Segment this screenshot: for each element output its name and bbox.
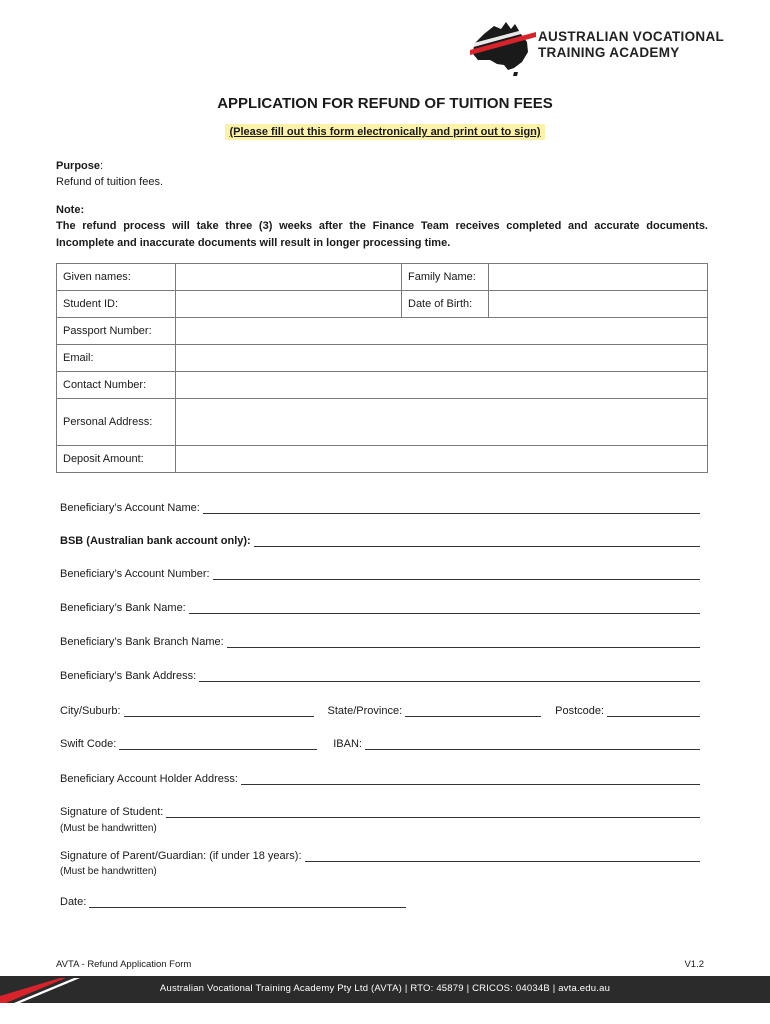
email-input[interactable] (176, 345, 708, 372)
holder-address-label: Beneficiary Account Holder Address: (60, 773, 238, 785)
personal-address-label: Personal Address: (57, 399, 176, 446)
purpose-label: Purpose (56, 160, 101, 172)
date-of-birth-input[interactable] (489, 291, 708, 318)
student-details-table (56, 263, 708, 473)
avta-logo (470, 20, 740, 76)
family-name-input[interactable] (489, 264, 708, 291)
parent-signature-field[interactable] (60, 850, 700, 862)
logo-line-1: AUSTRALIAN VOCATIONAL (538, 29, 725, 44)
city-input[interactable] (124, 706, 314, 717)
subtitle-instruction: (Please fill out this form electronically and print out to sign) (225, 124, 544, 140)
parent-signature-label: Signature of Parent/Guardian: (if under 18 years): (60, 850, 302, 862)
iban-label: IBAN: (333, 738, 362, 750)
student-signature-note: (Must be handwritten) (60, 823, 157, 834)
swift-iban-row (60, 738, 700, 750)
city-state-postcode-row (60, 705, 700, 717)
bsb-field[interactable] (60, 535, 700, 547)
passport-number-label: Passport Number: (57, 318, 176, 345)
branch-name-label: Beneficiary’s Bank Branch Name: (60, 636, 224, 648)
date-of-birth-label: Date of Birth: (402, 291, 489, 318)
deposit-amount-input[interactable] (176, 446, 708, 473)
purpose-text: Refund of tuition fees. (56, 176, 164, 188)
page-title: APPLICATION FOR REFUND OF TUITION FEES (217, 95, 553, 112)
family-name-label: Family Name: (402, 264, 489, 291)
note-section (56, 202, 708, 252)
student-id-input[interactable] (176, 291, 402, 318)
bank-address-label: Beneficiary’s Bank Address: (60, 670, 197, 682)
swift-input[interactable] (119, 739, 317, 750)
contact-number-input[interactable] (176, 372, 708, 399)
student-signature-field[interactable] (60, 806, 700, 818)
city-label: City/Suburb: (60, 705, 121, 717)
footer-version: V1.2 (684, 959, 704, 970)
swift-label: Swift Code: (60, 738, 117, 750)
deposit-amount-label: Deposit Amount: (57, 446, 176, 473)
postcode-input[interactable] (607, 706, 700, 717)
footer-bar-text: Australian Vocational Training Academy Pty Ltd (AVTA) | RTO: 45879 | CRICOS: 04034B | avta.edu.au (159, 983, 611, 994)
note-text: The refund process will take three (3) weeks after the Finance Team receives completed and accurate documents. Incomplete and inaccurate documents will result in longer processing time. (56, 220, 708, 249)
parent-signature-note: (Must be handwritten) (60, 866, 157, 877)
account-number-label: Beneficiary’s Account Number: (60, 568, 210, 580)
student-signature-label: Signature of Student: (60, 806, 164, 818)
account-number-field[interactable] (60, 568, 700, 580)
given-names-input[interactable] (176, 264, 402, 291)
footer-bar (0, 976, 770, 1003)
student-id-label: Student ID: (57, 291, 176, 318)
date-field[interactable] (60, 896, 406, 908)
bank-address-field[interactable] (60, 670, 700, 682)
australia-map-icon (470, 20, 536, 76)
footer-form-name: AVTA - Refund Application Form (56, 959, 192, 970)
email-label: Email: (57, 345, 176, 372)
iban-input[interactable] (365, 739, 700, 750)
bank-name-field[interactable] (60, 602, 700, 614)
holder-address-field[interactable] (60, 773, 700, 785)
bank-name-label: Beneficiary’s Bank Name: (60, 602, 186, 614)
contact-number-label: Contact Number: (57, 372, 176, 399)
logo-line-2: TRAINING ACADEMY (538, 45, 680, 60)
passport-number-input[interactable] (176, 318, 708, 345)
state-input[interactable] (405, 706, 541, 717)
account-name-label: Beneficiary’s Account Name: (60, 502, 200, 514)
date-label: Date: (60, 896, 87, 908)
postcode-label: Postcode: (555, 705, 605, 717)
purpose-section (56, 158, 708, 190)
note-label: Note: (56, 204, 85, 216)
branch-name-field[interactable] (60, 636, 700, 648)
bsb-label: BSB (Australian bank account only): (60, 535, 251, 547)
account-name-field[interactable] (60, 502, 700, 514)
state-label: State/Province: (327, 705, 403, 717)
given-names-label: Given names: (57, 264, 176, 291)
purpose-colon: : (100, 160, 104, 172)
personal-address-input[interactable] (176, 399, 708, 446)
